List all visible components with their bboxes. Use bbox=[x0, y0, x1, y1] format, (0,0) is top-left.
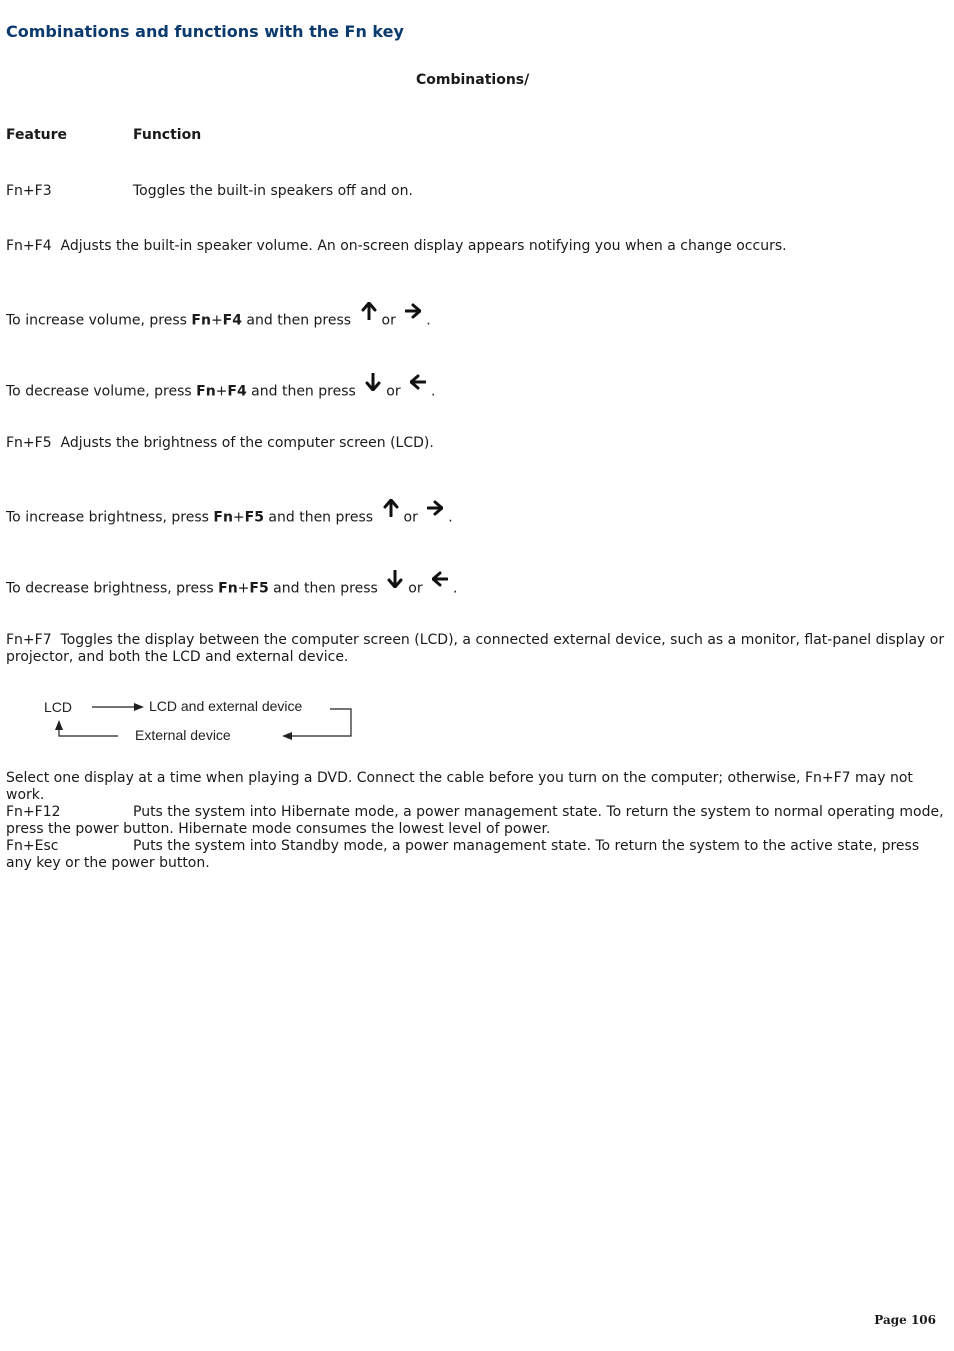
arrow-up-icon bbox=[356, 302, 382, 325]
arrowhead-left bbox=[282, 732, 292, 740]
decrease-volume-line bbox=[6, 380, 435, 403]
plus-sign: + bbox=[215, 383, 228, 400]
fn-f5-desc: Adjusts the brightness of the computer screen (LCD). bbox=[60, 435, 434, 451]
fn-f4-key: Fn+F4 bbox=[6, 238, 52, 254]
diagram-external-label: External device bbox=[135, 727, 231, 743]
arrow-down-icon bbox=[382, 570, 408, 593]
instruction-prefix: To increase brightness, press bbox=[6, 509, 214, 526]
period: . bbox=[426, 312, 431, 329]
arrow-left-icon bbox=[405, 373, 431, 396]
arrow-right-icon bbox=[400, 302, 426, 325]
page-number: Page 106 bbox=[874, 1313, 936, 1327]
instruction-prefix: To decrease volume, press bbox=[6, 383, 197, 400]
increase-brightness-line bbox=[6, 506, 453, 529]
arrow-down-icon bbox=[360, 373, 386, 396]
fn-key-label: Fn bbox=[196, 383, 216, 400]
fn-f5-key: Fn+F5 bbox=[6, 435, 52, 451]
arrow-right-icon bbox=[422, 499, 448, 522]
increase-volume-line bbox=[6, 309, 431, 332]
function-header: Function bbox=[133, 127, 202, 143]
fn-f12-desc: Puts the system into Hibernate mode, a power management state. To return the system to normal operating mode, press the power button. Hibernate mode consumes the lowest level of power. bbox=[6, 804, 944, 837]
fn-f4-row bbox=[6, 238, 787, 255]
or-text: or bbox=[403, 509, 418, 526]
period: . bbox=[431, 383, 436, 400]
fn-f12-key: Fn+F12 bbox=[6, 804, 61, 820]
arrow-external-to-lcd bbox=[59, 726, 118, 736]
plus-sign: + bbox=[232, 509, 245, 526]
plus-sign: + bbox=[210, 312, 223, 329]
display-cycle-diagram bbox=[38, 694, 368, 750]
f5-key-label: F5 bbox=[249, 580, 269, 597]
instruction-prefix: To decrease brightness, press bbox=[6, 580, 219, 597]
page-title: Combinations and functions with the Fn key bbox=[6, 22, 404, 41]
f4-key-label: F4 bbox=[222, 312, 242, 329]
fn-f3-desc: Toggles the built-in speakers off and on. bbox=[133, 183, 413, 199]
fn-f7-desc: Toggles the display between the computer screen (LCD), a connected external device, such as a monitor, flat-panel display or projector, and both the LCD and external device. bbox=[6, 632, 945, 665]
feature-header: Feature bbox=[6, 127, 67, 143]
fn-f12-row bbox=[6, 804, 946, 838]
fn-esc-desc: Puts the system into Standby mode, a power management state. To return the system to the active state, press any key or the power button. bbox=[6, 838, 920, 871]
arrowhead-up bbox=[55, 720, 63, 730]
period: . bbox=[453, 580, 458, 597]
fn-f7-row bbox=[6, 632, 946, 666]
display-cycle-svg bbox=[38, 694, 368, 750]
or-text: or bbox=[408, 580, 423, 597]
fn-f4-desc: Adjusts the built-in speaker volume. An on-screen display appears notifying you when a change occurs. bbox=[60, 238, 787, 254]
or-text: or bbox=[386, 383, 401, 400]
f4-key-label: F4 bbox=[227, 383, 247, 400]
decrease-brightness-line bbox=[6, 577, 457, 600]
instruction-suffix: and then press bbox=[241, 312, 356, 329]
arrow-left-icon bbox=[427, 570, 453, 593]
instruction-suffix: and then press bbox=[268, 580, 383, 597]
fn-key-label: Fn bbox=[218, 580, 238, 597]
plus-sign: + bbox=[237, 580, 250, 597]
diagram-both-label: LCD and external device bbox=[149, 698, 303, 714]
or-text: or bbox=[381, 312, 396, 329]
instruction-prefix: To increase volume, press bbox=[6, 312, 192, 329]
fn-esc-key: Fn+Esc bbox=[6, 838, 59, 854]
table-heading: Combinations/ bbox=[416, 72, 530, 88]
fn-key-label: Fn bbox=[213, 509, 233, 526]
dvd-note: Select one display at a time when playing a DVD. Connect the cable before you turn on the computer; otherwise, Fn+F7 may not work. bbox=[6, 770, 913, 803]
f5-key-label: F5 bbox=[244, 509, 264, 526]
diagram-lcd-label: LCD bbox=[44, 699, 73, 715]
instruction-suffix: and then press bbox=[263, 509, 378, 526]
fn-f3-key: Fn+F3 bbox=[6, 183, 52, 199]
instruction-suffix: and then press bbox=[246, 383, 361, 400]
period: . bbox=[448, 509, 453, 526]
fn-key-label: Fn bbox=[191, 312, 211, 329]
fn-esc-row bbox=[6, 838, 946, 872]
arrowhead-right bbox=[134, 703, 144, 711]
fn-f7-key: Fn+F7 bbox=[6, 632, 52, 648]
fn-f5-row bbox=[6, 435, 434, 452]
arrow-up-icon bbox=[378, 499, 404, 522]
